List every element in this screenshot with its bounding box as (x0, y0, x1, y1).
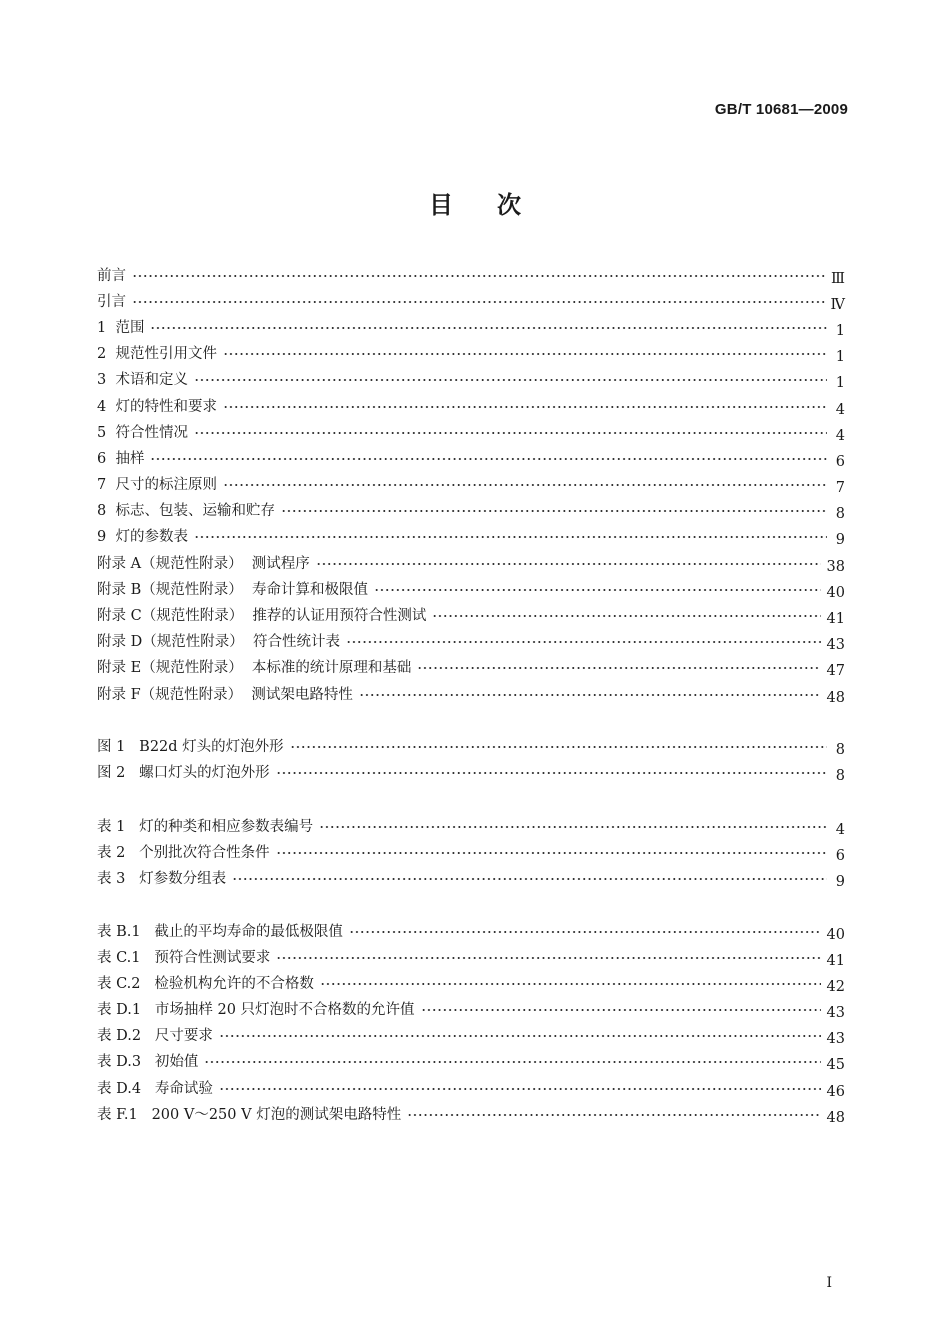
toc-entry[interactable] (97, 475, 845, 495)
toc-entry[interactable] (97, 948, 845, 968)
dot-leader (223, 479, 827, 491)
dot-leader (320, 978, 821, 990)
standard-code: GB/T 10681—2009 (714, 101, 848, 118)
dot-leader (232, 873, 827, 885)
toc-entry-page: 38 (826, 559, 845, 575)
toc-entry-page: 43 (826, 1031, 845, 1047)
dot-leader (359, 689, 821, 701)
toc-entry-label: 表 3 灯参数分组表 (97, 871, 227, 887)
toc-entry-label: 附录 D（规范性附录） 符合性统计表 (97, 634, 340, 650)
toc-entry-page: Ⅲ (831, 271, 845, 287)
toc-entry-label: 引言 (97, 294, 126, 310)
toc-entry[interactable] (97, 370, 845, 390)
toc-entry[interactable] (97, 423, 845, 443)
dot-leader (346, 636, 821, 648)
dot-leader (194, 531, 827, 543)
dot-leader (194, 427, 827, 439)
toc-entry-label: 9 灯的参数表 (97, 529, 188, 545)
toc-entry-page: 48 (826, 690, 845, 706)
dot-leader (432, 610, 820, 622)
dot-leader (150, 322, 827, 334)
toc-entry-label: 表 F.1 200 V～250 V 灯泡的测试架电路特性 (97, 1107, 402, 1123)
toc-entry[interactable] (97, 580, 845, 600)
toc-entry-label: 2 规范性引用文件 (97, 346, 217, 362)
toc-entry[interactable] (97, 527, 845, 547)
dot-leader (219, 1083, 821, 1095)
toc-entry[interactable] (97, 501, 845, 521)
dot-leader (319, 821, 827, 833)
toc-entry-page: 43 (826, 637, 845, 653)
toc-entry-label: 图 1 B22d 灯头的灯泡外形 (97, 739, 284, 755)
toc-entry-page: 48 (826, 1110, 845, 1126)
toc-entry-page: Ⅳ (830, 297, 845, 313)
toc-entry[interactable] (97, 266, 845, 286)
toc-entry-page: 40 (826, 927, 845, 943)
toc-entry[interactable] (97, 1079, 845, 1099)
toc-entry-page: 40 (826, 585, 845, 601)
footer-page-number: I (826, 1275, 832, 1291)
dot-leader (132, 270, 825, 282)
toc-entry-page: 6 (835, 848, 845, 864)
toc-entry-label: 表 D.1 市场抽样 20 只灯泡时不合格数的允许值 (97, 1002, 415, 1018)
toc-entry-label: 4 灯的特性和要求 (97, 399, 217, 415)
toc-entry-label: 附录 A（规范性附录） 测试程序 (97, 556, 310, 572)
toc-entry-label: 8 标志、包装、运输和贮存 (97, 503, 275, 519)
dot-leader (421, 1004, 821, 1016)
toc-entry[interactable] (97, 318, 845, 338)
toc-entry-page: 8 (835, 742, 845, 758)
toc-entry-label: 表 D.3 初始值 (97, 1054, 199, 1070)
toc-entry-page: 4 (835, 428, 845, 444)
toc-entry[interactable] (97, 554, 845, 574)
toc-entry-page: 6 (835, 454, 845, 470)
dot-leader (194, 374, 827, 386)
toc-entry-page: 43 (826, 1005, 845, 1021)
toc-entry[interactable] (97, 922, 845, 942)
toc-entry-page: 1 (835, 375, 845, 391)
dot-leader (276, 952, 820, 964)
toc-entry-page: 47 (826, 663, 845, 679)
toc-entry-page: 1 (835, 323, 845, 339)
toc-entry-label: 1 范围 (97, 320, 145, 336)
dot-leader (132, 296, 825, 308)
toc-entry-label: 表 B.1 截止的平均寿命的最低极限值 (97, 924, 343, 940)
dot-leader (316, 558, 821, 570)
dot-leader (276, 847, 827, 859)
toc-entry-label: 表 C.2 检验机构允许的不合格数 (97, 976, 314, 992)
toc-entry-label: 表 D.4 寿命试验 (97, 1081, 213, 1097)
toc-entry-label: 表 C.1 预符合性测试要求 (97, 950, 271, 966)
toc-entry[interactable] (97, 292, 845, 312)
toc-entry-page: 9 (835, 532, 845, 548)
toc-entry-page: 4 (835, 402, 845, 418)
toc-entry-label: 附录 B（规范性附录） 寿命计算和极限值 (97, 582, 368, 598)
toc-entry-page: 42 (826, 979, 845, 995)
dot-leader (349, 926, 821, 938)
toc-entry-page: 46 (826, 1084, 845, 1100)
toc-entry-label: 表 2 个别批次符合性条件 (97, 845, 270, 861)
dot-leader (374, 584, 821, 596)
toc-entry[interactable] (97, 817, 845, 837)
dot-leader (219, 1030, 821, 1042)
dot-leader (223, 401, 827, 413)
toc-entry-page: 1 (835, 349, 845, 365)
dot-leader (223, 348, 827, 360)
dot-leader (281, 505, 827, 517)
toc-entry-label: 图 2 螺口灯头的灯泡外形 (97, 765, 270, 781)
toc-entry-page: 41 (826, 611, 845, 627)
dot-leader (150, 453, 827, 465)
toc-entry-page: 8 (835, 506, 845, 522)
toc-entry-label: 前言 (97, 268, 126, 284)
toc-entry[interactable] (97, 685, 845, 705)
toc-entry[interactable] (97, 1000, 845, 1020)
toc-entry[interactable] (97, 1105, 845, 1125)
toc-entry[interactable] (97, 763, 845, 783)
dot-leader (276, 767, 827, 779)
toc-entry[interactable] (97, 344, 845, 364)
dot-leader (407, 1109, 820, 1121)
toc-entry[interactable] (97, 737, 845, 757)
toc-entry-label: 6 抽样 (97, 451, 145, 467)
toc-entry[interactable] (97, 1052, 845, 1072)
toc-entry[interactable] (97, 606, 845, 626)
toc-entry-label: 5 符合性情况 (97, 425, 188, 441)
toc-entry-label: 附录 F（规范性附录） 测试架电路特性 (97, 687, 353, 703)
page-title: 目次 (429, 191, 565, 219)
toc-entry-page: 45 (826, 1057, 845, 1073)
toc-entry[interactable] (97, 397, 845, 417)
toc-entry-page: 8 (835, 768, 845, 784)
toc-entry[interactable] (97, 869, 845, 889)
toc-entry[interactable] (97, 1026, 845, 1046)
toc-entry-page: 9 (835, 874, 845, 890)
toc-entry-label: 表 1 灯的种类和相应参数表编号 (97, 819, 314, 835)
toc-entry[interactable] (97, 974, 845, 994)
dot-leader (204, 1056, 820, 1068)
toc-entry[interactable] (97, 632, 845, 652)
toc-entry-label: 附录 E（规范性附录） 本标准的统计原理和基础 (97, 660, 412, 676)
dot-leader (290, 741, 827, 753)
toc-entry[interactable] (97, 658, 845, 678)
toc-entry[interactable] (97, 449, 845, 469)
toc-entry-page: 7 (835, 480, 845, 496)
toc-entry-label: 3 术语和定义 (97, 372, 188, 388)
toc-entry-label: 表 D.2 尺寸要求 (97, 1028, 213, 1044)
toc-entry[interactable] (97, 843, 845, 863)
toc-entry-page: 4 (835, 822, 845, 838)
toc-entry-label: 7 尺寸的标注原则 (97, 477, 217, 493)
dot-leader (417, 662, 820, 674)
toc-entry-page: 41 (826, 953, 845, 969)
toc-entry-label: 附录 C（规范性附录） 推荐的认证用预符合性测试 (97, 608, 427, 624)
